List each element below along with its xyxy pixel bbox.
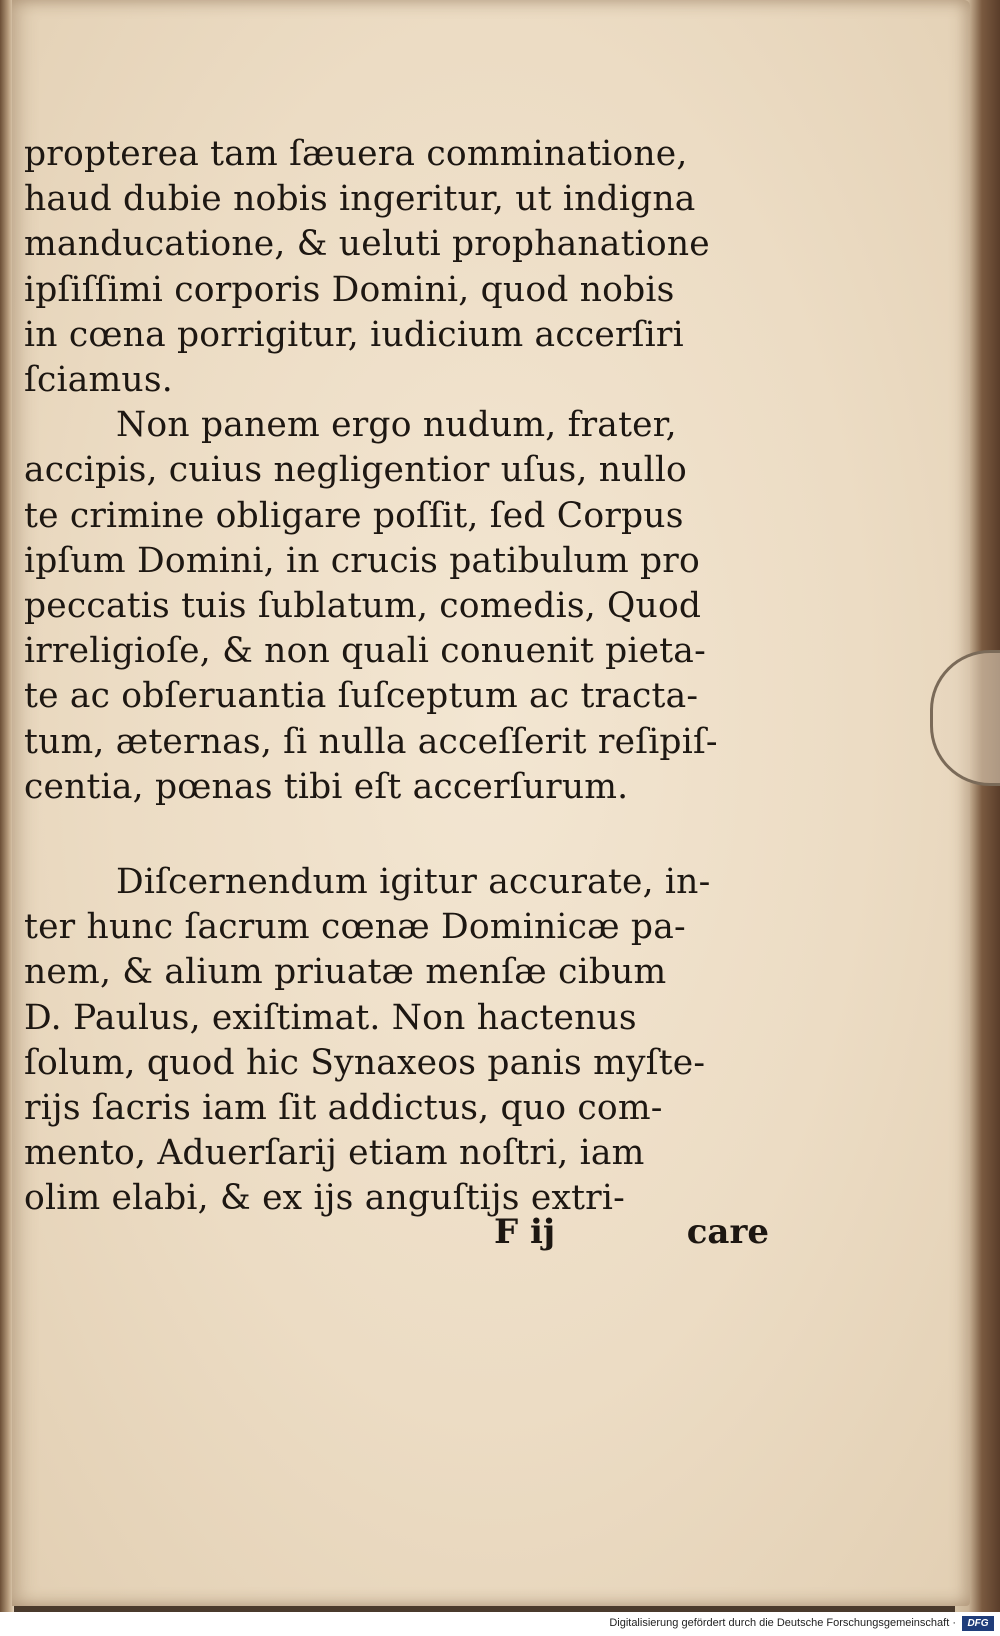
digitization-footer	[0, 1612, 1000, 1636]
text-line: centia, pœnas tibi eſt accerſurum.	[24, 766, 629, 807]
paragraph-1	[24, 132, 769, 403]
text-line-content: Non panem ergo nudum, frater,	[116, 405, 677, 446]
text-line	[24, 403, 769, 448]
text-line: D. Paulus, exiſtimat. Non hactenus	[24, 997, 637, 1038]
text-line: irreligioſe, & non quali conuenit pieta-	[24, 631, 706, 672]
text-line: nem, & alium priuatæ menſæ cibum	[24, 952, 667, 993]
text-line: peccatis tuis ſublatum, comedis, Quod	[24, 586, 702, 627]
text-line: ſciamus.	[24, 360, 173, 401]
text-line: ter hunc ſacrum cœnæ Dominicæ pa-	[24, 907, 686, 948]
page-footer-line	[24, 1212, 769, 1262]
text-line: in cœna porrigitur, iudicium accerſiri	[24, 314, 684, 355]
paragraph-2	[24, 403, 769, 810]
signature-mark: F ij	[494, 1212, 556, 1252]
text-line: rijs ſacris iam ſit addictus, quo com-	[24, 1088, 663, 1129]
funding-credit: Digitalisierung gefördert durch die Deutsche Forschungsgemeinschaft ·	[609, 1617, 956, 1629]
text-line: ipſiſſimi corporis Domini, quod nobis	[24, 269, 675, 310]
text-line: olim elabi, & ex ijs anguſtijs extri-	[24, 1178, 625, 1219]
text-line: te ac obſeruantia ſuſceptum ac tracta-	[24, 676, 699, 717]
paragraph-3	[24, 860, 769, 1222]
text-line: accipis, cuius negligentior uſus, nullo	[24, 450, 688, 491]
text-line: ſolum, quod hic Synaxeos panis myſte-	[24, 1042, 706, 1083]
text-line: haud dubie nobis ingeritur, ut indigna	[24, 179, 696, 220]
text-line-content: Diſcernendum igitur accurate, in-	[116, 862, 711, 903]
text-line	[24, 860, 769, 905]
body-text	[24, 132, 769, 1222]
text-line: propterea tam ſæuera comminatione,	[24, 134, 688, 174]
text-line: manducatione, & ueluti prophanatione	[24, 224, 710, 265]
text-line: ipſum Domini, in crucis patibulum pro	[24, 540, 700, 581]
text-line: mento, Aduerſarij etiam noſtri, iam	[24, 1133, 645, 1174]
dfg-logo-icon: DFG	[962, 1616, 994, 1631]
text-line: te crimine obligare poſſit, ſed Corpus	[24, 495, 684, 536]
text-line: tum, æternas, ſi nulla acceſſerit reſipiſ-	[24, 721, 718, 762]
catchword: care	[686, 1212, 769, 1252]
